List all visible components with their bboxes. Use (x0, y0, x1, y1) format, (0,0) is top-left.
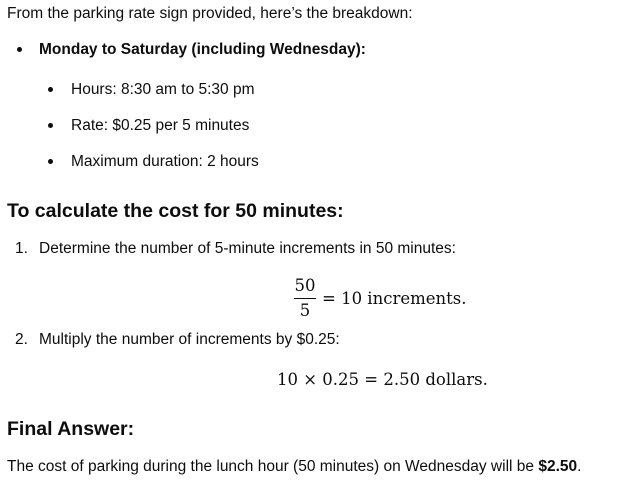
sub-bullet (48, 123, 53, 128)
intro-text: From the parking rate sign provided, here’s the breakdown: (7, 5, 413, 22)
step-number: 2. (15, 331, 28, 348)
equation-2: 10 × 0.25 = 2.50 dollars. (277, 370, 488, 389)
step-number: 1. (15, 240, 28, 257)
step-2-text: Multiply the number of increments by $0.25: (39, 331, 340, 348)
fraction (294, 276, 316, 321)
schedule-bullet (17, 47, 22, 52)
hours-item: Hours: 8:30 am to 5:30 pm (71, 81, 255, 98)
final-answer (7, 458, 581, 476)
fraction-denominator: 5 (299, 301, 311, 320)
final-period: . (577, 458, 582, 475)
final-amount: $2.50 (538, 458, 578, 475)
final-answer-text: The cost of parking during the lunch hour (50 minutes) on Wednesday will be (7, 458, 539, 475)
step-1-text: Determine the number of 5-minute increments in 50 minutes: (39, 240, 456, 257)
max-duration-item: Maximum duration: 2 hours (71, 153, 259, 170)
final-heading: Final Answer: (7, 418, 135, 440)
fraction-bar (294, 298, 316, 299)
calc-heading: To calculate the cost for 50 minutes: (7, 200, 344, 222)
rate-item: Rate: $0.25 per 5 minutes (71, 117, 250, 134)
sub-bullet (48, 87, 53, 92)
schedule-heading: Monday to Saturday (including Wednesday): (39, 41, 366, 58)
sub-bullet (48, 159, 53, 164)
fraction-numerator: 50 (294, 276, 316, 295)
equation-1-rhs: = 10 increments. (322, 289, 467, 308)
